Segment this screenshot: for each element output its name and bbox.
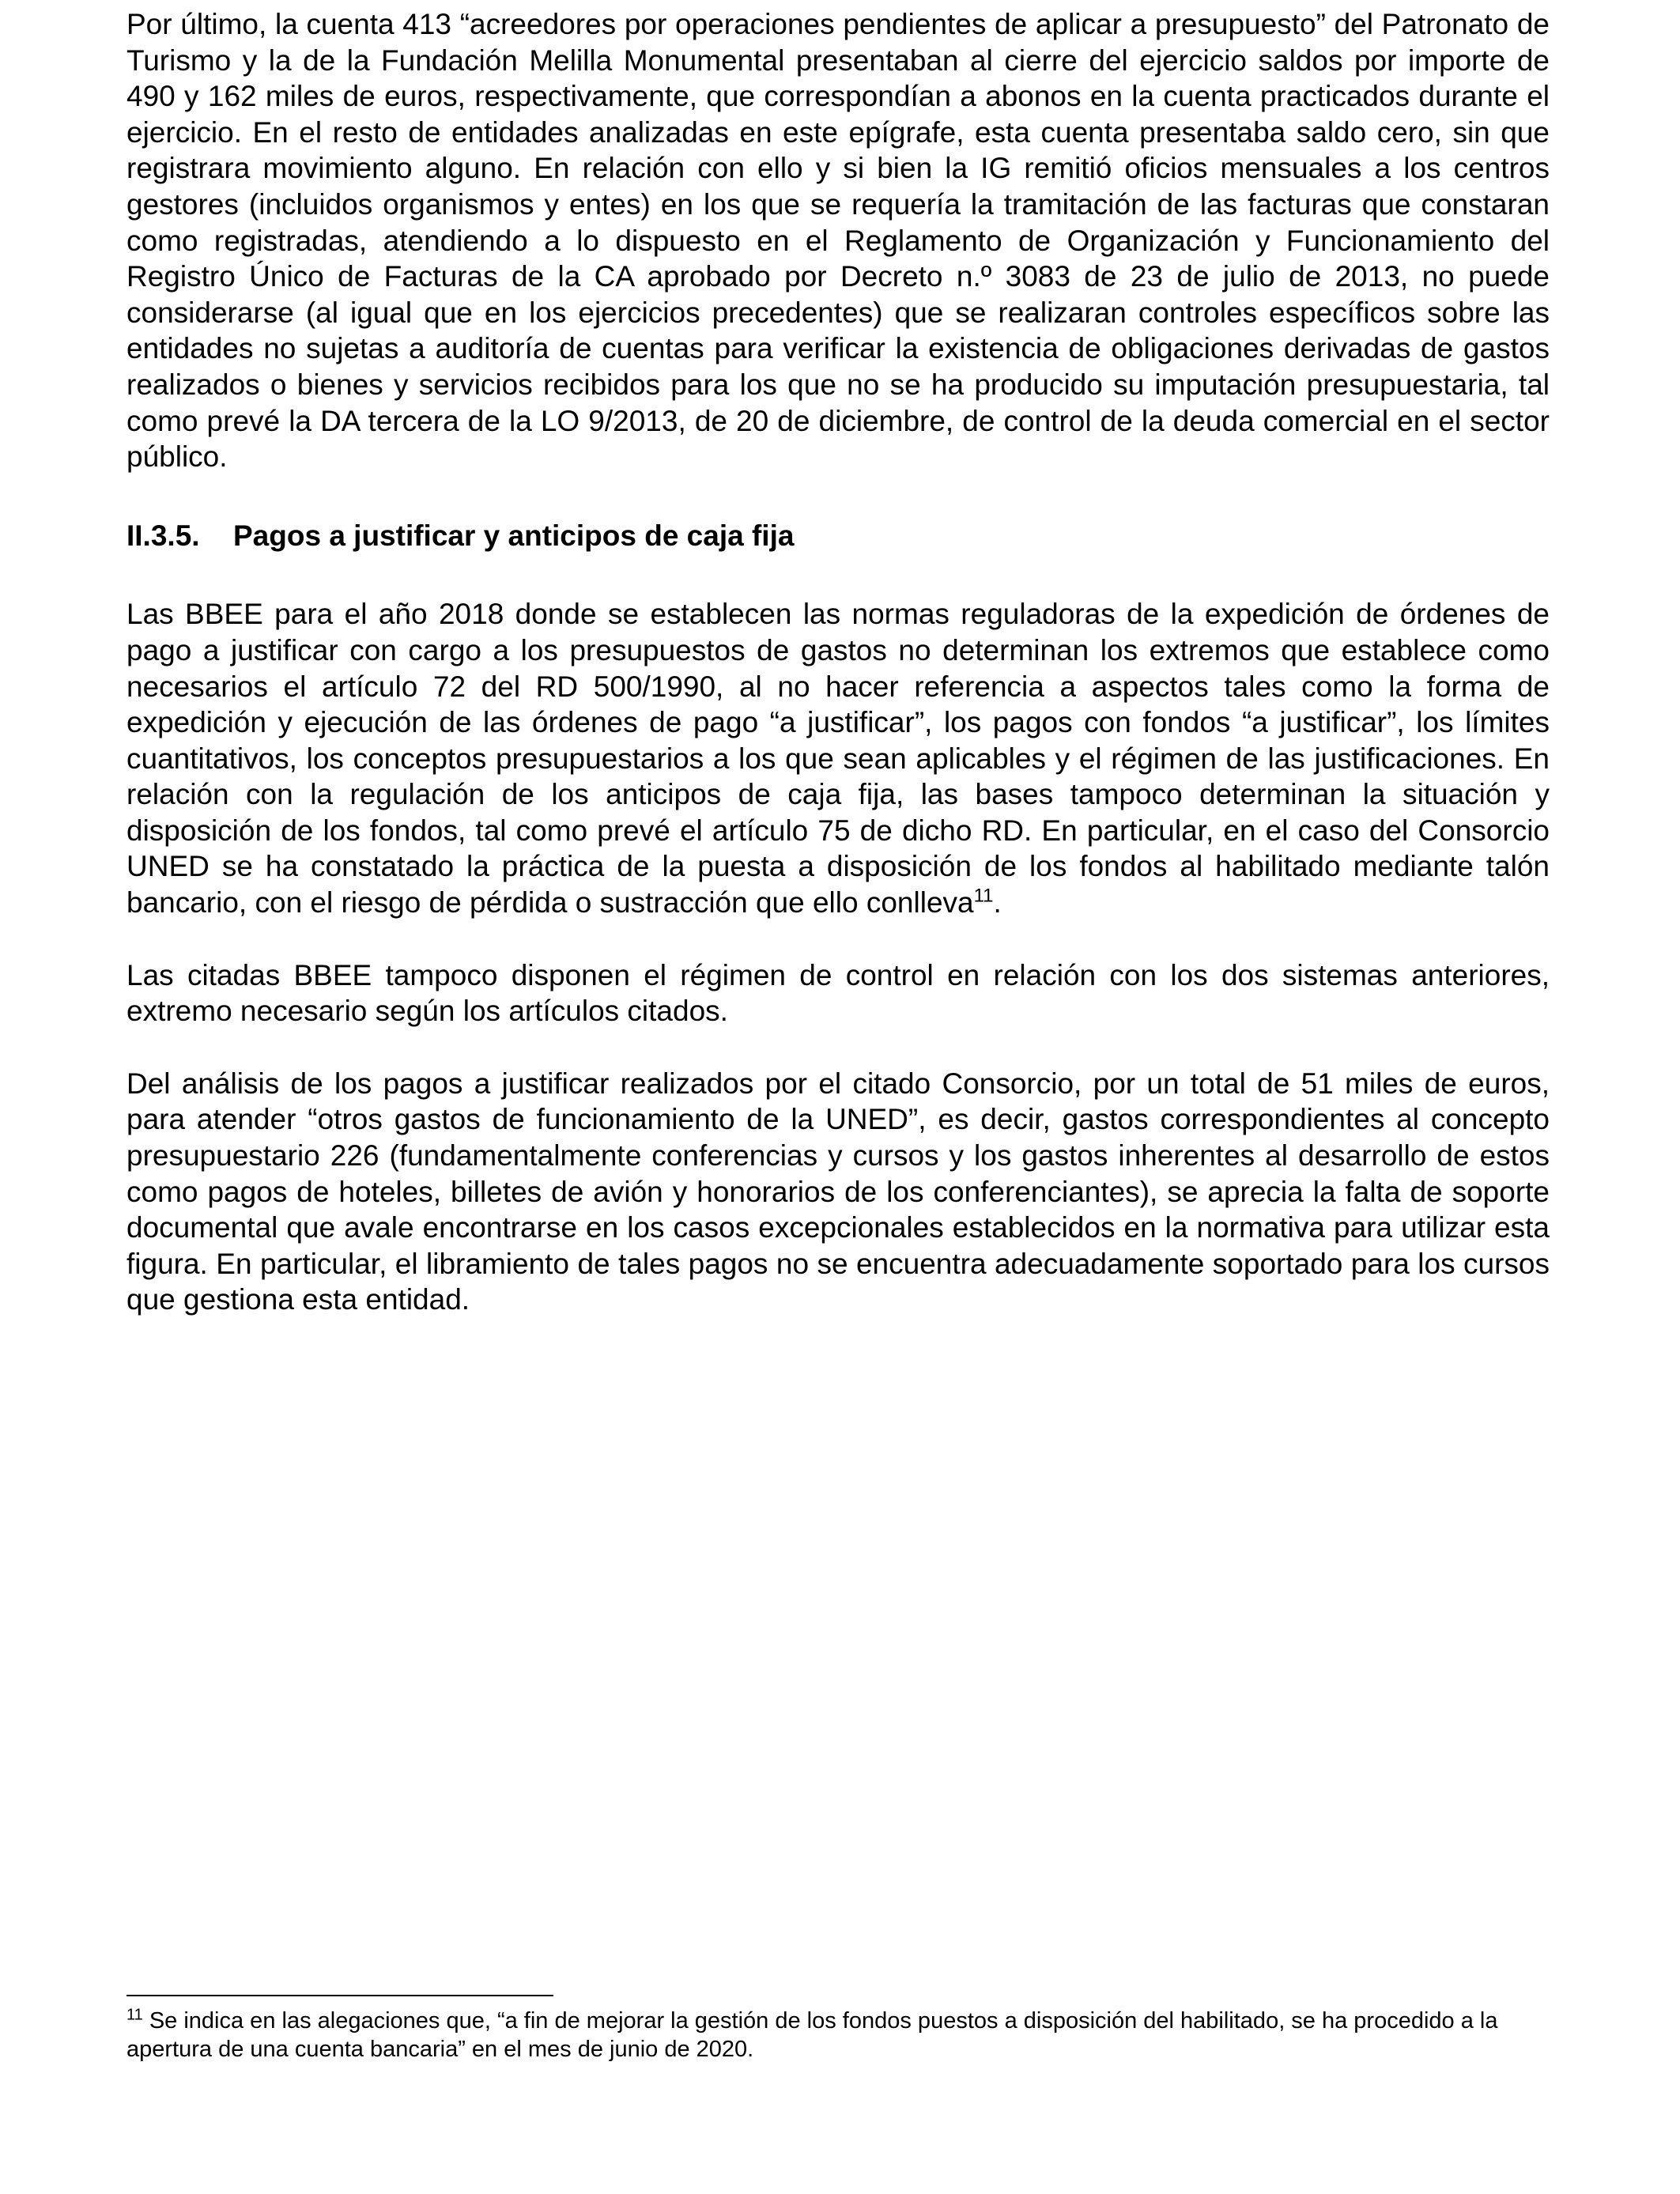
spacer xyxy=(126,921,1550,957)
paragraph-bbee-end: . xyxy=(993,886,1002,920)
paragraph-analisis-pagos: Del análisis de los pagos a justificar realizados por el citado Consorcio, por un total de 51 miles de euros, para atender “otros gastos de funcionamiento de la UNED”, es decir, gastos correspondientes al concepto presupuestario 226 (fundamentalmente conferencias y cursos y los gastos inherentes al desarrollo de estos como pagos de hoteles, billetes de avión y honorarios de los conferenciantes), se aprecia la falta de soporte documental que avale encontrarse en los casos excepcionales establecidos en la normativa para utilizar esta figura. En particular, el libramiento de tales pagos no se encuentra adecuadamente soportado para los cursos que gestiona esta entidad. xyxy=(126,1067,1550,1316)
footnote-text: Se indica en las alegaciones que, “a fin de mejorar la gestión de los fondos puestos a disposición del habilitado, se ha procedido a la apertura de una cuenta bancaria” en el mes de junio de 2020. xyxy=(126,2008,1498,2062)
paragraph-bbee-text: Las BBEE para el año 2018 donde se establecen las normas reguladoras de la expedición de órdenes de pago a justificar con cargo a los presupuestos de gastos no determinan los extremos que establece como necesarios el artículo 72 del RD 500/1990, al no hacer referencia a aspectos tales como la forma de expedición y ejecución de las órdenes de pago “a justificar”, los pagos con fondos “a justificar”, los límites cuantitativos, los conceptos presupuestarios a los que sean aplicables y el régimen de las justificaciones. En relación con la regulación de los anticipos de caja fija, las bases tampoco determinan la situación y disposición de los fondos, tal como prevé el artículo 75 de dicho RD. En particular, en el caso del Consorcio UNED se ha constatado la práctica de la puesta a disposición de los fondos al habilitado mediante talón bancario, con el riesgo de pérdida o sustracción que ello conlleva xyxy=(126,598,1550,920)
paragraph-cuenta-413: Por último, la cuenta 413 “acreedores por operaciones pendientes de aplicar a presupuesto” del Patronato de Turismo y la de la Fundación Melilla Monumental presentaban al cierre del ejercicio saldos por importe de 490 y 162 miles de euros, respectivamente, que correspondían a abonos en la cuenta practicados durante el ejercicio. En el resto de entidades analizadas en este epígrafe, esta cuenta presentaba saldo cero, sin que registrara movimiento alguno. En relación con ello y si bien la IG remitió oficios mensuales a los centros gestores (incluidos organismos y entes) en los que se requería la tramitación de las facturas que constaran como registradas, atendiendo a lo dispuesto en el Reglamento de Organización y Funcionamiento del Registro Único de Facturas de la CA aprobado por Decreto n.º 3083 de 23 de julio de 2013, no puede considerarse (al igual que en los ejercicios precedentes) que se realizaran controles específicos sobre las entidades no sujetas a auditoría de cuentas para verificar la existencia de obligaciones derivadas de gastos realizados o bienes y servicios recibidos para los que no se ha producido su imputación presupuestaria, tal como prevé la DA tercera de la LO 9/2013, de 20 de diciembre, de control de la deuda comercial en el sector público. xyxy=(126,8,1550,474)
footnote xyxy=(126,2007,1550,2064)
footnote-reference[interactable]: 11 xyxy=(973,885,994,907)
section-heading xyxy=(126,518,1550,554)
section-number: II.3.5. xyxy=(126,519,200,552)
main-content xyxy=(126,6,1550,1318)
spacer xyxy=(126,1029,1550,1066)
spacer xyxy=(126,553,1550,596)
paragraph-regimen-control: Las citadas BBEE tampoco disponen el régimen de control en relación con los dos sistemas anteriores, extremo necesario según los artículos citados. xyxy=(126,958,1550,1028)
spacer xyxy=(126,475,1550,518)
section-title: Pagos a justificar y anticipos de caja fija xyxy=(233,519,795,552)
footnote-divider xyxy=(126,1995,553,1996)
paragraph-bbee-pagos xyxy=(126,596,1550,920)
footnote-number: 11 xyxy=(126,2006,143,2024)
